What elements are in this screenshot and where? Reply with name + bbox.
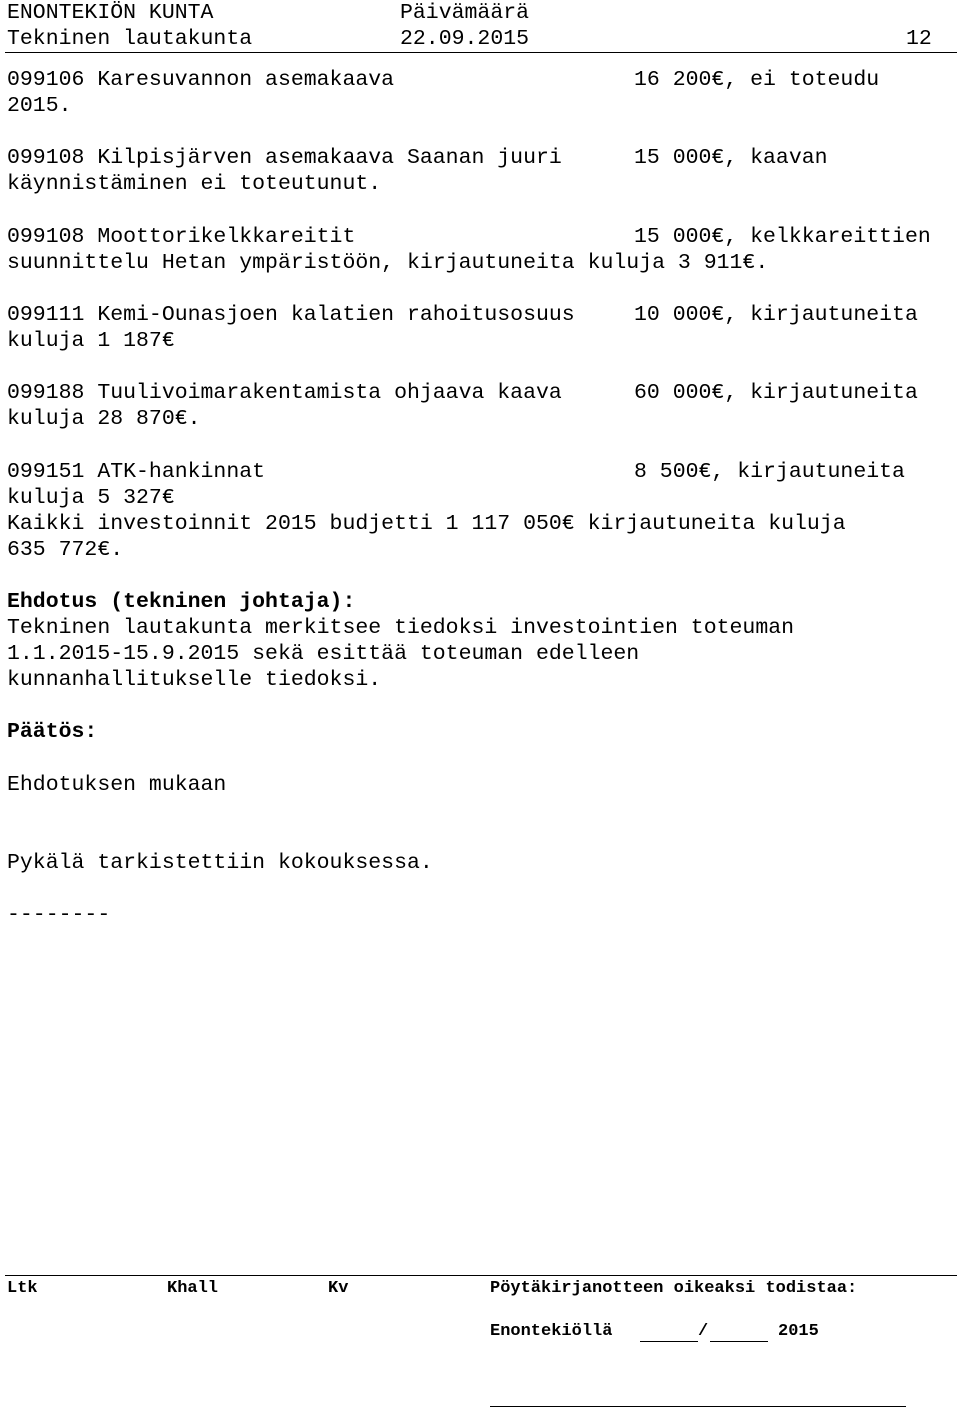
item-left: 099108 Moottorikelkkareitit — [7, 225, 356, 249]
item-right: 16 200€, ei toteudu — [634, 68, 880, 92]
item-left: 099111 Kemi-Ounasjoen kalatien rahoitusosuus — [7, 303, 575, 327]
item-right: 60 000€, kirjautuneita — [634, 381, 918, 405]
item-cont: kuluja 28 870€. — [7, 407, 201, 431]
footer-place: Enontekiöllä — [490, 1322, 613, 1341]
proposal-text: Tekninen lautakunta merkitsee tiedoksi investointien toteuman — [7, 616, 795, 640]
signature-line — [490, 1406, 906, 1407]
footer-kv: Kv — [328, 1279, 349, 1298]
committee-name: Tekninen lautakunta — [7, 27, 253, 51]
item-left: 099151 ATK-hankinnat — [7, 460, 266, 484]
item-cont: kuluja 5 327€ — [7, 486, 175, 510]
total-line: Kaikki investoinnit 2015 budjetti 1 117 050€ kirjautuneita kuluja — [7, 512, 846, 536]
item-right: 10 000€, kirjautuneita — [634, 303, 918, 327]
page-number: 12 — [906, 27, 932, 51]
item-left: 099108 Kilpisjärven asemakaava Saanan juuri — [7, 146, 562, 170]
footer-khall: Khall — [167, 1279, 219, 1298]
item-cont: käynnistäminen ei toteutunut. — [7, 172, 382, 196]
item-cont: kuluja 1 187€ — [7, 329, 175, 353]
item-left: 099106 Karesuvannon asemakaava — [7, 68, 395, 92]
footer-year: 2015 — [778, 1322, 819, 1341]
decision-text: Ehdotuksen mukaan — [7, 773, 227, 797]
separator-dashes: -------- — [7, 903, 111, 927]
footer-ltk: Ltk — [7, 1279, 38, 1298]
item-right: 15 000€, kaavan — [634, 146, 828, 170]
total-line: 635 772€. — [7, 538, 124, 562]
proposal-text: 1.1.2015-15.9.2015 sekä esittää toteuman edelleen — [7, 642, 640, 666]
proposal-heading: Ehdotus (tekninen johtaja): — [7, 590, 356, 614]
date-label: Päivämäärä — [400, 1, 530, 25]
header-rule — [5, 52, 957, 53]
item-left: 099188 Tuulivoimarakentamista ohjaava kaava — [7, 381, 562, 405]
item-cont: 2015. — [7, 94, 72, 118]
org-name: ENONTEKIÖN KUNTA — [7, 1, 214, 25]
day-blank-line — [640, 1341, 698, 1342]
footer-certify: Pöytäkirjanotteen oikeaksi todistaa: — [490, 1279, 858, 1298]
decision-heading: Päätös: — [7, 720, 98, 744]
review-note: Pykälä tarkistettiin kokouksessa. — [7, 851, 433, 875]
item-right: 15 000€, kelkkareittien — [634, 225, 931, 249]
footer-rule — [5, 1275, 957, 1276]
proposal-text: kunnanhallitukselle tiedoksi. — [7, 668, 382, 692]
meeting-date: 22.09.2015 — [400, 27, 530, 51]
month-blank-line — [710, 1341, 768, 1342]
item-right: 8 500€, kirjautuneita — [634, 460, 905, 484]
item-cont: suunnittelu Hetan ympäristöön, kirjautuneita kuluja 3 911€. — [7, 251, 769, 275]
footer-slash: / — [698, 1322, 709, 1341]
